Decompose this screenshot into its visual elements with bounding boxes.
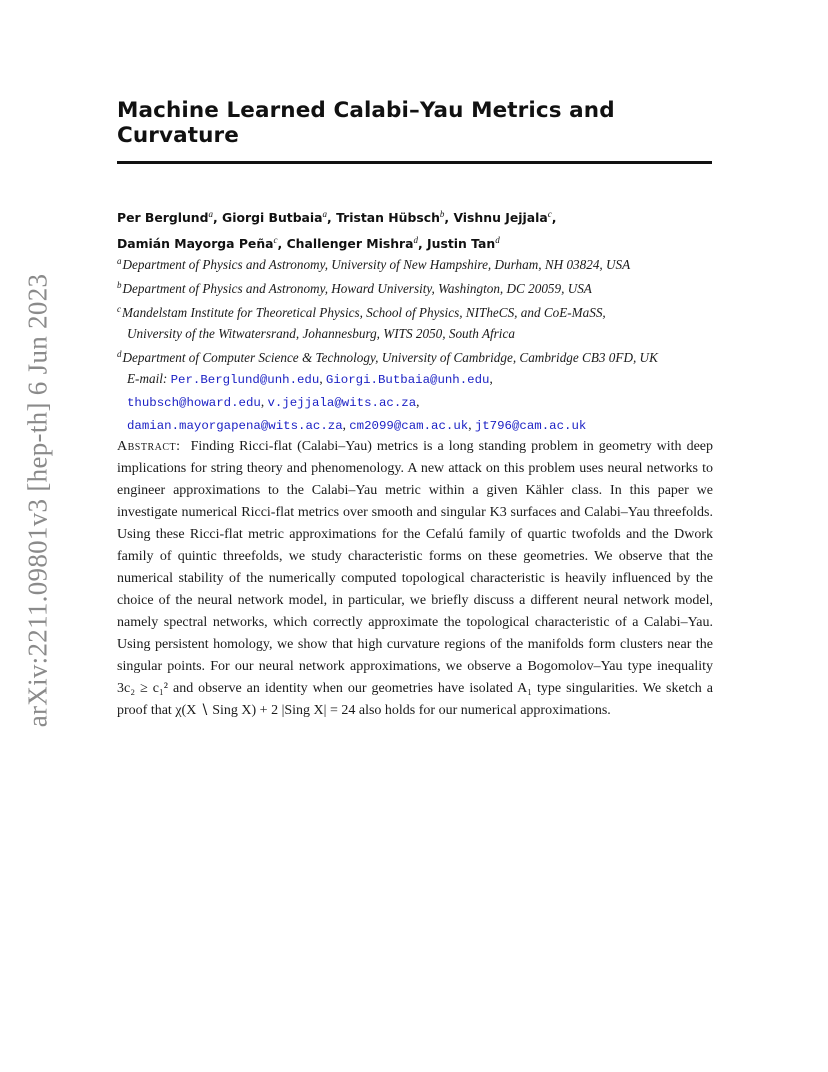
euler-formula: χ(X ∖ Sing X) + 2 |Sing X| = 24 <box>175 703 356 718</box>
affiliation-a: $^a$Department of Physics and Astronomy, University of New Hampshire, Durham, NH 03824, USA <box>117 256 631 272</box>
abstract-text: type singularities. We sketch a proof that <box>117 681 713 718</box>
affiliation-c: $^c$Mandelstam Institute for Theoretical Physics, School of Physics, NITheCS, and CoE-MaSS, <box>117 304 606 320</box>
author-list <box>117 203 717 255</box>
author: Challenger Mishra$^d$, <box>286 235 428 251</box>
abstract-label: Abstract: <box>117 439 181 454</box>
email-link[interactable]: jt796@cam.ac.uk <box>474 419 587 433</box>
arxiv-stamp <box>8 273 68 727</box>
email-line-1: E-mail: Per.Berglund@unh.edu, Giorgi.Butbaia@unh.edu, <box>127 371 493 387</box>
author-line-1 <box>117 203 717 229</box>
affiliation-d: $^d$Department of Computer Science & Technology, University of Cambridge, Cambridge CB3 0FD, UK <box>117 349 658 365</box>
email-label: E-mail: <box>127 371 168 386</box>
author: Justin Tan$^d$ <box>427 235 500 251</box>
affiliation-b: $^b$Department of Physics and Astronomy, Howard University, Washington, DC 20059, USA <box>117 280 592 296</box>
abstract <box>117 436 713 722</box>
singularity-type: A₁ <box>517 681 533 696</box>
email-line-3: damian.mayorgapena@wits.ac.za, cm2099@cam.ac.uk, jt796@cam.ac.uk <box>127 417 587 433</box>
author: Vishnu Jejjala$^c$, <box>453 209 557 225</box>
affiliation-c-continued: University of the Witwatersrand, Johannesburg, WITS 2050, South Africa <box>127 326 515 341</box>
email-line-2: thubsch@howard.edu, v.jejjala@wits.ac.za, <box>127 394 420 410</box>
email-link[interactable]: cm2099@cam.ac.uk <box>349 419 469 433</box>
abstract-text: Finding Ricci-flat (Calabi–Yau) metrics is a long standing problem in geometry with deep implications for string theory and phenomenology. A new attack on this problem uses neural networks to engineer approximations to the Calabi–Yau metric within a given Kähler class. In this paper we investigate numerical Ricci-flat metrics over smooth and singular K3 surfaces and Calabi–Yau threefolds. Using these Ricci-flat metric approximations for the Cefalú family of quartic twofolds and the Dwork family of quintic threefolds, we study characteristic forms on these geometries. We observe that the numerical stability of the numerically computed topological characteristic is heavily influenced by the choice of the neural network model, in particular, we briefly discuss a different neural network model, namely spectral networks, which correctly approximate the topological characteristic of a Calabi–Yau. Using persistent homology, we show that high curvature regions of the manifolds form clusters near the singular points. For our neural network approximations, we observe a Bogomolov–Yau type inequality <box>117 439 713 674</box>
author: Damián Mayorga Peña$^c$, <box>117 235 287 251</box>
email-link[interactable]: damian.mayorgapena@wits.ac.za <box>127 419 343 433</box>
email-link[interactable]: thubsch@howard.edu <box>127 396 261 410</box>
author: Tristan Hübsch$^b$, <box>336 209 454 225</box>
email-link[interactable]: Giorgi.Butbaia@unh.edu <box>325 373 490 387</box>
email-link[interactable]: Per.Berglund@unh.edu <box>170 373 320 387</box>
abstract-text: also holds for our numerical approximations. <box>355 703 611 718</box>
paper-title: Machine Learned Calabi–Yau Metrics and Curvature <box>117 98 615 148</box>
inequality: 3c₂ ≥ c₁² <box>117 681 169 696</box>
author: Giorgi Butbaia$^a$, <box>222 209 337 225</box>
title-rule <box>117 161 712 164</box>
email-link[interactable]: v.jejjala@wits.ac.za <box>267 396 417 410</box>
arxiv-stamp-text: arXiv:2211.09801v3 [hep-th] 6 Jun 2023 <box>22 273 53 727</box>
abstract-text: and observe an identity when our geometries have isolated <box>168 681 518 696</box>
affiliations <box>117 251 717 437</box>
author: Per Berglund$^a$, <box>117 209 223 225</box>
